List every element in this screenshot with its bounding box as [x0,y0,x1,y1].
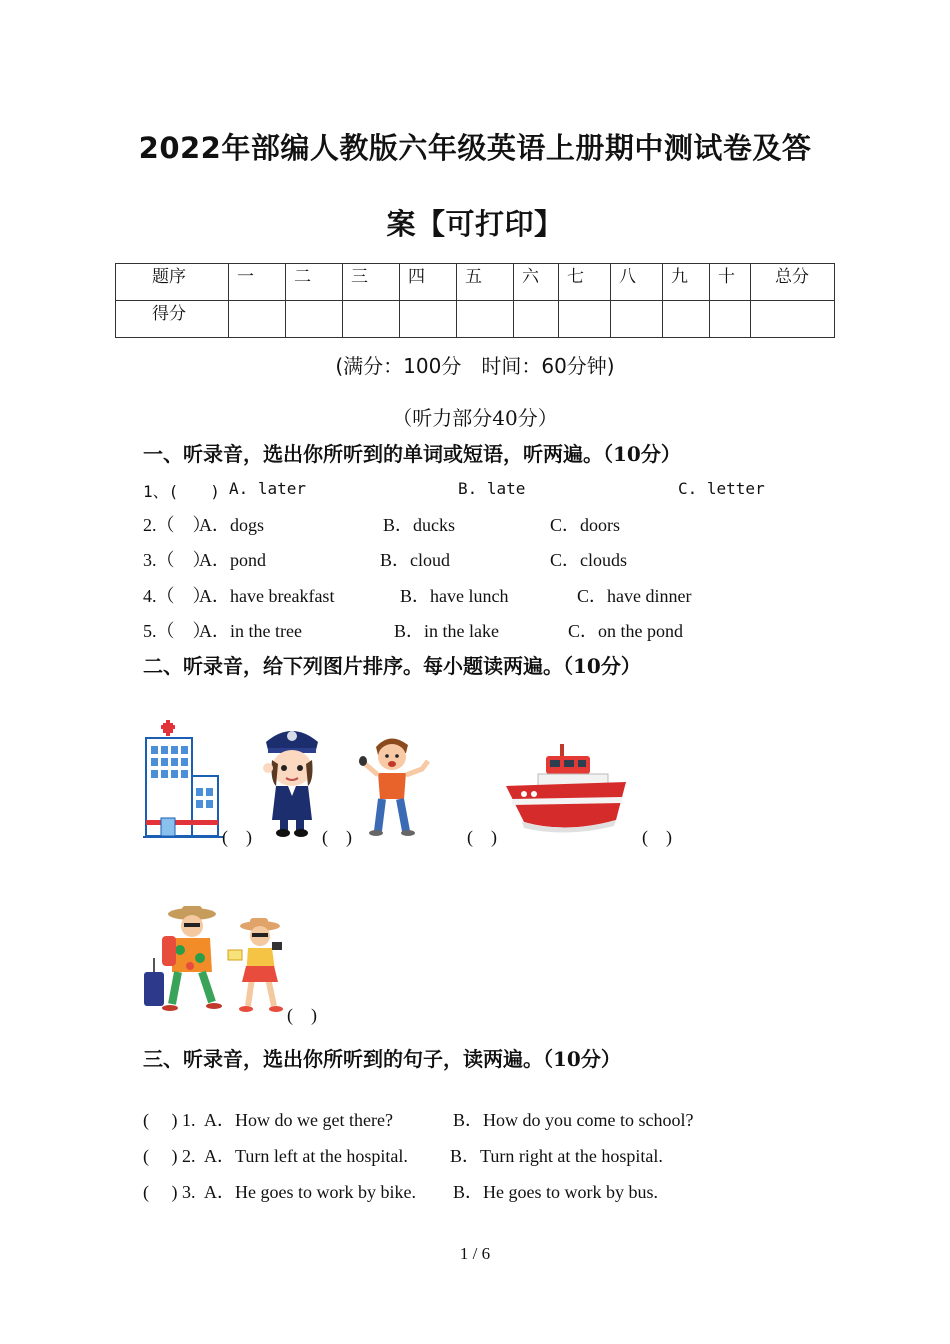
score-cell: 题序 [116,264,229,301]
s3-q3-number: ( ) 3. [143,1182,196,1202]
score-input-cell [457,301,514,338]
q2-option-c: C．doors [550,515,621,535]
q2-number: 2.（ ） [143,515,211,535]
score-table-score-row [116,301,835,338]
score-input-cell [514,301,559,338]
score-input-cell [663,301,710,338]
q5-option-b: B．in the lake [394,621,499,641]
q3-option-b: B．cloud [380,550,450,570]
s3-q2-option-b: B．Turn right at the hospital. [450,1146,663,1166]
s3-q2-option-a: A．Turn left at the hospital. [204,1146,408,1166]
page-number: 1 / 6 [459,1244,491,1263]
exam-info: (满分：100分 时间：60分钟) [335,354,615,378]
picture3-answer-blank: ( ) [467,827,497,847]
q4-number: 4.（ ） [143,586,211,606]
q3-option-c: C．clouds [550,550,628,570]
s3-q1-option-a: A．How do we get there? [204,1110,393,1130]
score-input-cell [229,301,286,338]
s3-q3-option-b: B．He goes to work by bus. [453,1182,658,1202]
score-input-cell [343,301,400,338]
score-cell: 一 [229,264,286,301]
q4-option-c: C．have dinner [577,586,692,606]
s3-q1-number: ( ) 1. [143,1110,196,1130]
score-cell: 八 [611,264,663,301]
q2-option-b: B．ducks [383,515,455,535]
q5-number: 5.（ ） [143,621,211,641]
q1-number: 1、( ) [143,482,220,501]
singing-boy-picture [356,733,432,837]
boat-picture [502,742,630,838]
picture4-answer-blank: ( ) [642,827,672,847]
score-input-cell [710,301,751,338]
section2-heading: 二、听录音，给下列图片排序。每小题读两遍。（10分） [143,654,641,678]
score-table [115,263,835,338]
q1-option-a: A. later [229,479,307,498]
score-input-cell [286,301,343,338]
police-officer-picture [258,720,326,840]
s3-q3-option-a: A．He goes to work by bike. [204,1182,416,1202]
q2-option-a: A．dogs [199,515,265,535]
picture5-answer-blank: ( ) [287,1005,317,1025]
score-cell: 总分 [751,264,835,301]
score-cell: 五 [457,264,514,301]
q5-option-c: C．on the pond [568,621,683,641]
document-title-line1: 2022年部编人教版六年级英语上册期中测试卷及答 [138,131,812,165]
picture1-answer-blank: ( ) [222,827,252,847]
score-input-cell [611,301,663,338]
document-title-line2: 案【可打印】 [386,207,564,241]
score-cell: 十 [710,264,751,301]
score-cell: 二 [286,264,343,301]
score-cell: 七 [559,264,611,301]
section1-heading: 一、听录音，选出你所听到的单词或短语，听两遍。（10分） [143,442,681,466]
score-cell: 三 [343,264,400,301]
hospital-picture [143,720,223,840]
q3-option-a: A．pond [199,550,266,570]
q3-number: 3.（ ） [143,550,211,570]
q1-option-b: B. late [458,479,526,498]
score-table-header-row [116,264,835,301]
q5-option-a: A．in the tree [199,621,302,641]
tourists-picture [142,906,292,1016]
listening-header: （听力部分40分） [392,406,558,430]
score-input-cell [751,301,835,338]
picture2-answer-blank: ( ) [322,827,352,847]
score-cell: 得分 [116,301,229,338]
s3-q1-option-b: B．How do you come to school? [453,1110,694,1130]
score-cell: 九 [663,264,710,301]
q1-option-c: C. letter [678,479,765,498]
score-cell: 六 [514,264,559,301]
q4-option-a: A．have breakfast [199,586,335,606]
score-input-cell [400,301,457,338]
score-cell: 四 [400,264,457,301]
s3-q2-number: ( ) 2. [143,1146,196,1166]
q4-option-b: B．have lunch [400,586,509,606]
score-input-cell [559,301,611,338]
section3-heading: 三、听录音，选出你所听到的句子，读两遍。（10分） [143,1047,621,1071]
